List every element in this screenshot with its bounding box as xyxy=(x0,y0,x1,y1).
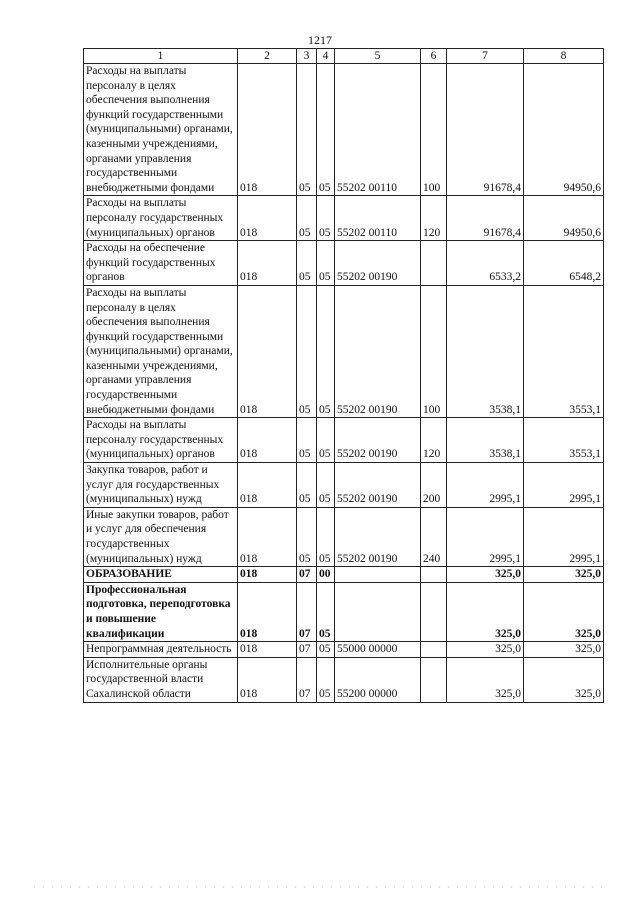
table-row xyxy=(84,642,604,658)
section-cell: 07 xyxy=(297,567,317,583)
amount-year2-cell: 2995,1 xyxy=(524,463,604,508)
amount-year1-cell: 3538,1 xyxy=(447,418,524,463)
target-article-cell: 55200 00000 xyxy=(335,657,421,702)
amount-year2-cell: 325,0 xyxy=(524,567,604,583)
ministry-code-cell: 018 xyxy=(238,657,297,702)
header-cell: 4 xyxy=(317,49,335,64)
expense-type-cell xyxy=(421,582,447,641)
header-cell: 7 xyxy=(447,49,524,64)
subsection-cell: 05 xyxy=(317,582,335,641)
expense-type-cell xyxy=(421,567,447,583)
expense-type-cell xyxy=(421,241,447,286)
table-row xyxy=(84,64,604,196)
target-article-cell: 55202 00110 xyxy=(335,64,421,196)
table-row xyxy=(84,196,604,241)
name-cell: Расходы на выплаты персоналу в целях обеспечения выполнения функций государственными (муниципальными) органами, казенными учреждениями, органами управления государственными внебюджетными фондами xyxy=(84,64,238,196)
amount-year1-cell: 3538,1 xyxy=(447,285,524,417)
subsection-cell: 05 xyxy=(317,64,335,196)
amount-year2-cell: 94950,6 xyxy=(524,64,604,196)
amount-year2-cell: 3553,1 xyxy=(524,418,604,463)
header-cell: 5 xyxy=(335,49,421,64)
expense-type-cell: 120 xyxy=(421,418,447,463)
section-cell: 05 xyxy=(297,241,317,286)
header-cell: 8 xyxy=(524,49,604,64)
header-cell: 3 xyxy=(297,49,317,64)
table-row xyxy=(84,507,604,566)
name-cell: ОБРАЗОВАНИЕ xyxy=(84,567,238,583)
target-article-cell: 55202 00190 xyxy=(335,418,421,463)
subsection-cell: 05 xyxy=(317,241,335,286)
name-cell: Расходы на выплаты персоналу в целях обеспечения выполнения функций государственными (муниципальными) органами, казенными учреждениями, органами управления государственными внебюджетными фондами xyxy=(84,285,238,417)
ministry-code-cell: 018 xyxy=(238,642,297,658)
amount-year1-cell: 91678,4 xyxy=(447,64,524,196)
expense-type-cell xyxy=(421,642,447,658)
table-row xyxy=(84,241,604,286)
amount-year2-cell: 325,0 xyxy=(524,657,604,702)
budget-table xyxy=(83,48,604,703)
header-cell: 2 xyxy=(238,49,297,64)
subsection-cell: 05 xyxy=(317,418,335,463)
ministry-code-cell: 018 xyxy=(238,64,297,196)
target-article-cell xyxy=(335,582,421,641)
amount-year1-cell: 325,0 xyxy=(447,567,524,583)
ministry-code-cell: 018 xyxy=(238,196,297,241)
header-cell: 1 xyxy=(84,49,238,64)
name-cell: Иные закупки товаров, работ и услуг для обеспечения государственных (муниципальных) нужд xyxy=(84,507,238,566)
section-cell: 05 xyxy=(297,463,317,508)
table-row xyxy=(84,418,604,463)
section-cell: 07 xyxy=(297,582,317,641)
section-cell: 05 xyxy=(297,418,317,463)
target-article-cell: 55000 00000 xyxy=(335,642,421,658)
subsection-cell: 05 xyxy=(317,507,335,566)
amount-year1-cell: 6533,2 xyxy=(447,241,524,286)
name-cell: Исполнительные органы государственной власти Сахалинской области xyxy=(84,657,238,702)
expense-type-cell: 120 xyxy=(421,196,447,241)
name-cell: Закупка товаров, работ и услуг для государственных (муниципальных) нужд xyxy=(84,463,238,508)
target-article-cell xyxy=(335,567,421,583)
subsection-cell: 05 xyxy=(317,657,335,702)
amount-year2-cell: 2995,1 xyxy=(524,507,604,566)
ministry-code-cell: 018 xyxy=(238,241,297,286)
subsection-cell: 05 xyxy=(317,196,335,241)
table-row xyxy=(84,567,604,583)
name-cell: Расходы на выплаты персоналу государственных (муниципальных) органов xyxy=(84,196,238,241)
section-cell: 05 xyxy=(297,196,317,241)
target-article-cell: 55202 00190 xyxy=(335,507,421,566)
target-article-cell: 55202 00190 xyxy=(335,285,421,417)
amount-year2-cell: 3553,1 xyxy=(524,285,604,417)
amount-year1-cell: 2995,1 xyxy=(447,463,524,508)
amount-year1-cell: 325,0 xyxy=(447,657,524,702)
section-cell: 07 xyxy=(297,657,317,702)
subsection-cell: 00 xyxy=(317,567,335,583)
subsection-cell: 05 xyxy=(317,642,335,658)
header-row xyxy=(84,49,604,64)
amount-year2-cell: 325,0 xyxy=(524,582,604,641)
section-cell: 05 xyxy=(297,507,317,566)
name-cell: Профессиональная подготовка, переподготовка и повышение квалификации xyxy=(84,582,238,641)
expense-type-cell: 100 xyxy=(421,285,447,417)
target-article-cell: 55202 00190 xyxy=(335,241,421,286)
scan-noise xyxy=(30,884,610,890)
name-cell: Непрограммная деятельность xyxy=(84,642,238,658)
ministry-code-cell: 018 xyxy=(238,418,297,463)
amount-year2-cell: 325,0 xyxy=(524,642,604,658)
section-cell: 07 xyxy=(297,642,317,658)
section-cell: 05 xyxy=(297,64,317,196)
subsection-cell: 05 xyxy=(317,463,335,508)
section-cell: 05 xyxy=(297,285,317,417)
expense-type-cell: 240 xyxy=(421,507,447,566)
amount-year2-cell: 6548,2 xyxy=(524,241,604,286)
ministry-code-cell: 018 xyxy=(238,463,297,508)
table-row xyxy=(84,657,604,702)
amount-year1-cell: 325,0 xyxy=(447,642,524,658)
table-row xyxy=(84,463,604,508)
table-row xyxy=(84,582,604,641)
ministry-code-cell: 018 xyxy=(238,567,297,583)
amount-year1-cell: 2995,1 xyxy=(447,507,524,566)
name-cell: Расходы на выплаты персоналу государственных (муниципальных) органов xyxy=(84,418,238,463)
page-number: 1217 xyxy=(308,33,332,47)
amount-year1-cell: 325,0 xyxy=(447,582,524,641)
ministry-code-cell: 018 xyxy=(238,285,297,417)
expense-type-cell: 200 xyxy=(421,463,447,508)
amount-year1-cell: 91678,4 xyxy=(447,196,524,241)
expense-type-cell xyxy=(421,657,447,702)
subsection-cell: 05 xyxy=(317,285,335,417)
expense-type-cell: 100 xyxy=(421,64,447,196)
name-cell: Расходы на обеспечение функций государственных органов xyxy=(84,241,238,286)
amount-year2-cell: 94950,6 xyxy=(524,196,604,241)
target-article-cell: 55202 00110 xyxy=(335,196,421,241)
ministry-code-cell: 018 xyxy=(238,507,297,566)
table-body xyxy=(84,49,604,703)
target-article-cell: 55202 00190 xyxy=(335,463,421,508)
table-row xyxy=(84,285,604,417)
ministry-code-cell: 018 xyxy=(238,582,297,641)
header-cell: 6 xyxy=(421,49,447,64)
